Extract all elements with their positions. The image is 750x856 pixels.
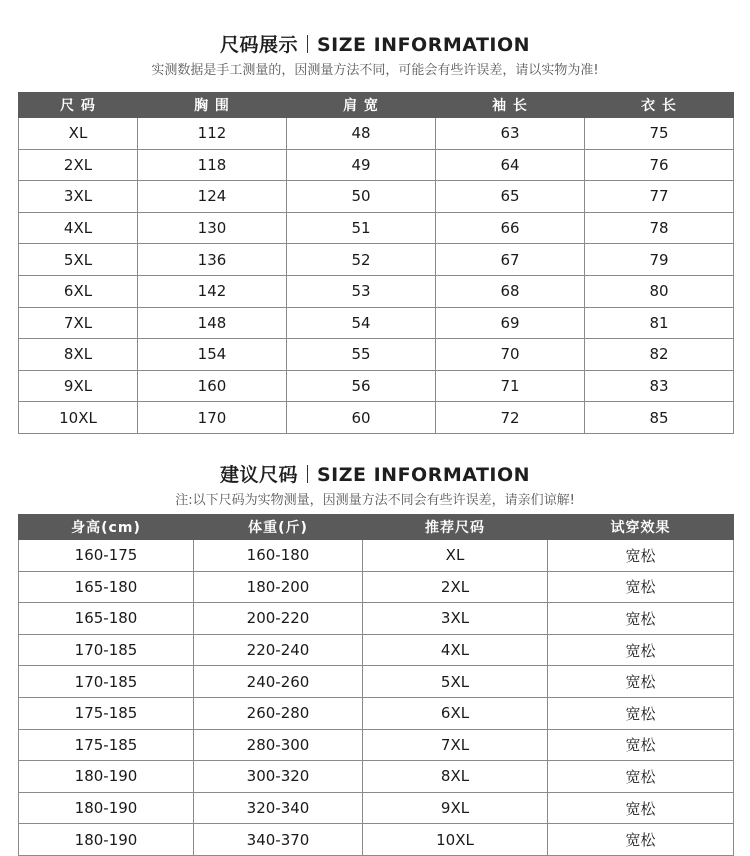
- size-advice-title-cn: 建议尺码: [219, 464, 298, 486]
- table-cell: 180-190: [19, 761, 194, 793]
- table-row: [19, 571, 734, 603]
- table-cell: 49: [287, 149, 436, 181]
- size-advice-note: 注:以下尺码为实物测量，因测量方法不同会有些许误差，请亲们谅解!: [175, 493, 575, 508]
- table-cell: 51: [287, 212, 436, 244]
- table-cell: 9XL: [363, 792, 548, 824]
- table-cell: 6XL: [19, 275, 138, 307]
- column-header: 胸 围: [138, 93, 287, 118]
- table-cell: 宽松: [548, 666, 734, 698]
- size-advice-table: [18, 514, 734, 856]
- table-row: [19, 603, 734, 635]
- table-cell: 170-185: [19, 634, 194, 666]
- table-cell: 60: [287, 402, 436, 434]
- table-row: [19, 275, 734, 307]
- table-cell: 64: [436, 149, 585, 181]
- table-cell: 宽松: [548, 603, 734, 635]
- column-header: 试穿效果: [548, 515, 734, 540]
- table-cell: 宽松: [548, 634, 734, 666]
- table-cell: XL: [363, 540, 548, 572]
- table-row: [19, 402, 734, 434]
- table-row: [19, 118, 734, 150]
- table-cell: 82: [585, 339, 734, 371]
- size-advice-header-row: [19, 515, 734, 540]
- table-cell: 3XL: [19, 181, 138, 213]
- table-cell: 6XL: [363, 697, 548, 729]
- table-cell: 50: [287, 181, 436, 213]
- table-cell: 4XL: [19, 212, 138, 244]
- column-header: 肩 宽: [287, 93, 436, 118]
- size-advice-title-en: SIZE INFORMATION: [316, 464, 531, 486]
- table-cell: 180-190: [19, 824, 194, 856]
- table-cell: 宽松: [548, 792, 734, 824]
- table-cell: 5XL: [19, 244, 138, 276]
- table-cell: 85: [585, 402, 734, 434]
- table-cell: 300-320: [194, 761, 363, 793]
- size-info-title: [0, 30, 750, 57]
- table-cell: 10XL: [363, 824, 548, 856]
- table-cell: 340-370: [194, 824, 363, 856]
- table-cell: 宽松: [548, 571, 734, 603]
- table-cell: 56: [287, 370, 436, 402]
- column-header: 尺 码: [19, 93, 138, 118]
- table-cell: 宽松: [548, 761, 734, 793]
- table-cell: 280-300: [194, 729, 363, 761]
- table-cell: 160: [138, 370, 287, 402]
- table-cell: 48: [287, 118, 436, 150]
- table-cell: 154: [138, 339, 287, 371]
- table-cell: 10XL: [19, 402, 138, 434]
- size-info-header-row: [19, 93, 734, 118]
- column-header: 体重(斤): [194, 515, 363, 540]
- table-cell: 220-240: [194, 634, 363, 666]
- table-row: [19, 307, 734, 339]
- table-row: [19, 339, 734, 371]
- table-cell: 2XL: [363, 571, 548, 603]
- table-row: [19, 212, 734, 244]
- table-cell: 78: [585, 212, 734, 244]
- table-cell: 63: [436, 118, 585, 150]
- table-cell: 160-175: [19, 540, 194, 572]
- table-cell: 52: [287, 244, 436, 276]
- table-cell: 76: [585, 149, 734, 181]
- table-cell: 72: [436, 402, 585, 434]
- table-cell: 宽松: [548, 729, 734, 761]
- table-cell: 宽松: [548, 540, 734, 572]
- table-cell: 175-185: [19, 729, 194, 761]
- table-cell: 180-200: [194, 571, 363, 603]
- table-cell: 55: [287, 339, 436, 371]
- size-info-table: [18, 92, 734, 434]
- table-row: [19, 761, 734, 793]
- table-cell: 宽松: [548, 697, 734, 729]
- table-cell: 260-280: [194, 697, 363, 729]
- table-cell: 165-180: [19, 603, 194, 635]
- table-cell: 9XL: [19, 370, 138, 402]
- table-cell: 160-180: [194, 540, 363, 572]
- table-cell: 3XL: [363, 603, 548, 635]
- title-divider: [307, 35, 308, 53]
- table-cell: 170: [138, 402, 287, 434]
- table-row: [19, 634, 734, 666]
- title-divider: [307, 465, 308, 483]
- table-row: [19, 666, 734, 698]
- table-cell: 130: [138, 212, 287, 244]
- table-cell: 75: [585, 118, 734, 150]
- table-cell: 180-190: [19, 792, 194, 824]
- table-cell: 320-340: [194, 792, 363, 824]
- table-cell: 65: [436, 181, 585, 213]
- table-cell: 142: [138, 275, 287, 307]
- table-cell: 240-260: [194, 666, 363, 698]
- table-row: [19, 792, 734, 824]
- table-row: [19, 244, 734, 276]
- size-info-note: 实测数据是手工测量的，因测量方法不同，可能会有些许误差，请以实物为准!: [151, 63, 599, 78]
- column-header: 袖 长: [436, 93, 585, 118]
- size-advice-title: [0, 460, 750, 487]
- table-cell: 53: [287, 275, 436, 307]
- table-cell: 165-180: [19, 571, 194, 603]
- table-cell: 77: [585, 181, 734, 213]
- table-row: [19, 149, 734, 181]
- table-cell: 8XL: [19, 339, 138, 371]
- table-cell: 118: [138, 149, 287, 181]
- table-cell: 宽松: [548, 824, 734, 856]
- table-cell: 83: [585, 370, 734, 402]
- table-cell: 67: [436, 244, 585, 276]
- table-cell: 5XL: [363, 666, 548, 698]
- table-cell: 79: [585, 244, 734, 276]
- table-row: [19, 729, 734, 761]
- table-cell: 81: [585, 307, 734, 339]
- table-cell: 7XL: [363, 729, 548, 761]
- table-row: [19, 697, 734, 729]
- size-info-title-en: SIZE INFORMATION: [316, 34, 531, 56]
- table-cell: 136: [138, 244, 287, 276]
- table-cell: 66: [436, 212, 585, 244]
- table-cell: 200-220: [194, 603, 363, 635]
- table-cell: 175-185: [19, 697, 194, 729]
- table-cell: 124: [138, 181, 287, 213]
- table-row: [19, 370, 734, 402]
- table-row: [19, 181, 734, 213]
- table-cell: 69: [436, 307, 585, 339]
- table-cell: 112: [138, 118, 287, 150]
- column-header: 衣 长: [585, 93, 734, 118]
- table-cell: 148: [138, 307, 287, 339]
- column-header: 身高(cm): [19, 515, 194, 540]
- size-info-title-cn: 尺码展示: [219, 34, 298, 56]
- table-cell: XL: [19, 118, 138, 150]
- table-row: [19, 540, 734, 572]
- table-cell: 80: [585, 275, 734, 307]
- table-cell: 170-185: [19, 666, 194, 698]
- table-cell: 71: [436, 370, 585, 402]
- table-cell: 8XL: [363, 761, 548, 793]
- table-cell: 2XL: [19, 149, 138, 181]
- column-header: 推荐尺码: [363, 515, 548, 540]
- table-row: [19, 824, 734, 856]
- table-cell: 54: [287, 307, 436, 339]
- table-cell: 68: [436, 275, 585, 307]
- table-cell: 7XL: [19, 307, 138, 339]
- table-cell: 4XL: [363, 634, 548, 666]
- table-cell: 70: [436, 339, 585, 371]
